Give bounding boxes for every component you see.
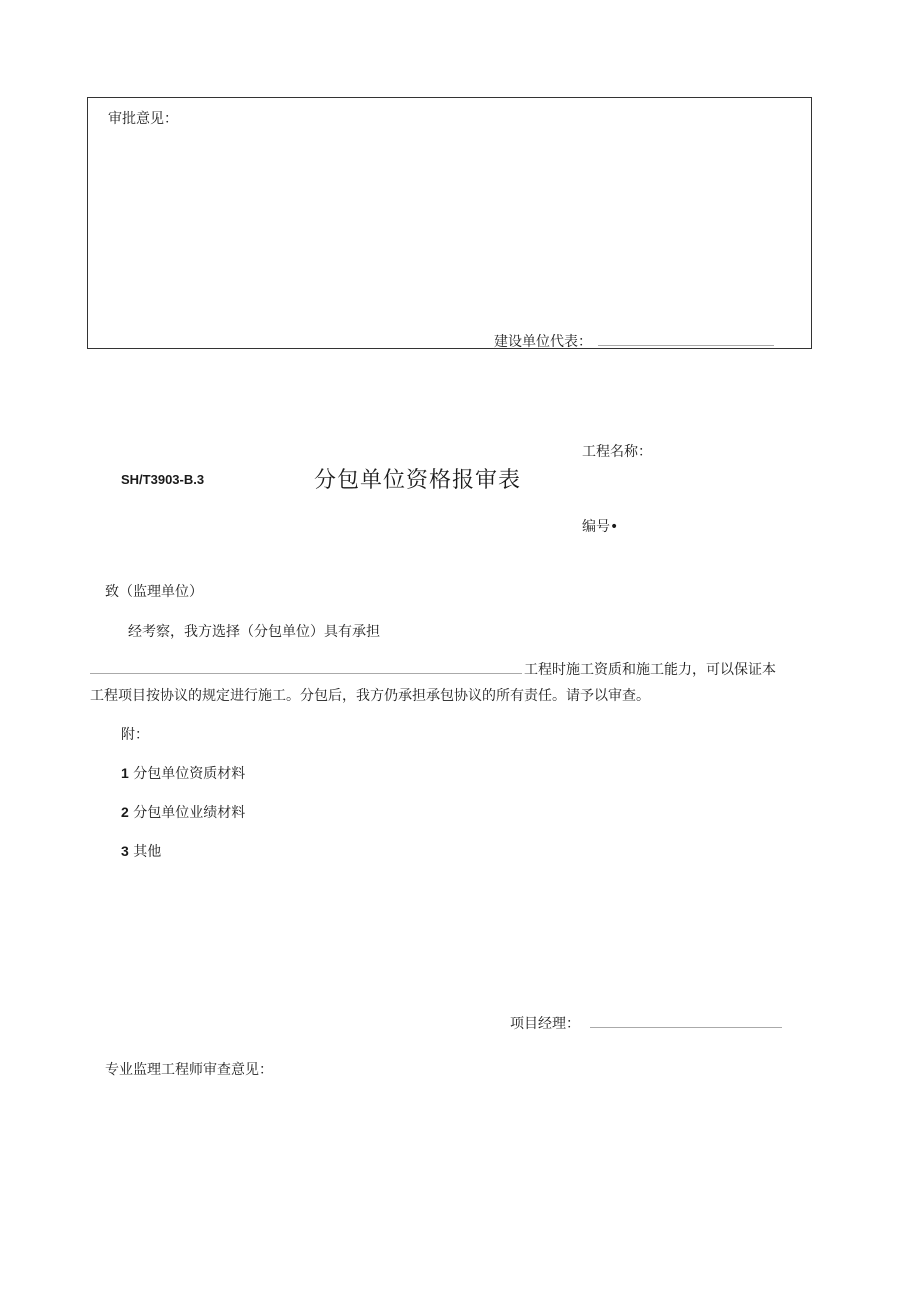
number-label: 编号•: [582, 519, 619, 535]
recipient-line: 致（监理单位）: [105, 584, 203, 600]
project-manager-label: 项目经理：: [510, 1016, 580, 1032]
attachment-item: [121, 802, 245, 822]
page-title: 分包单位资格报审表: [314, 468, 522, 493]
body-line-3: 工程项目按协议的规定进行施工。分包后，我方仍承担承包协议的所有责任。请予以审查。: [90, 688, 650, 704]
attachment-number: 2: [121, 804, 129, 820]
project-manager-signature: [510, 1013, 782, 1033]
approval-signer: [494, 331, 774, 351]
attachment-text: 分包单位资质材料: [133, 766, 246, 782]
project-manager-field[interactable]: [590, 1013, 782, 1028]
attachments-label: 附：: [121, 727, 149, 743]
project-name-label: 工程名称：: [582, 444, 652, 460]
attachment-item: [121, 841, 161, 861]
attachment-text: 分包单位业绩材料: [133, 805, 246, 821]
attachment-text: 其他: [133, 844, 162, 860]
approval-signer-field[interactable]: [598, 331, 774, 346]
body-line-1: 经考察，我方选择（分包单位）具有承担: [128, 624, 380, 640]
body-line-2: [90, 659, 776, 679]
engineer-review-label: 专业监理工程师审查意见：: [105, 1062, 273, 1078]
approval-opinion-label: 审批意见：: [108, 111, 178, 127]
approval-box: [87, 97, 812, 349]
attachment-number: 1: [121, 765, 129, 781]
attachment-number: 3: [121, 843, 129, 859]
subcontract-project-field[interactable]: [90, 659, 522, 674]
attachment-item: [121, 763, 245, 783]
body-line-2-text: 工程时施工资质和施工能力，可以保证本: [524, 662, 776, 678]
approval-signer-label: 建设单位代表：: [494, 334, 592, 350]
form-code: SH/T3903-B.3: [121, 472, 205, 487]
